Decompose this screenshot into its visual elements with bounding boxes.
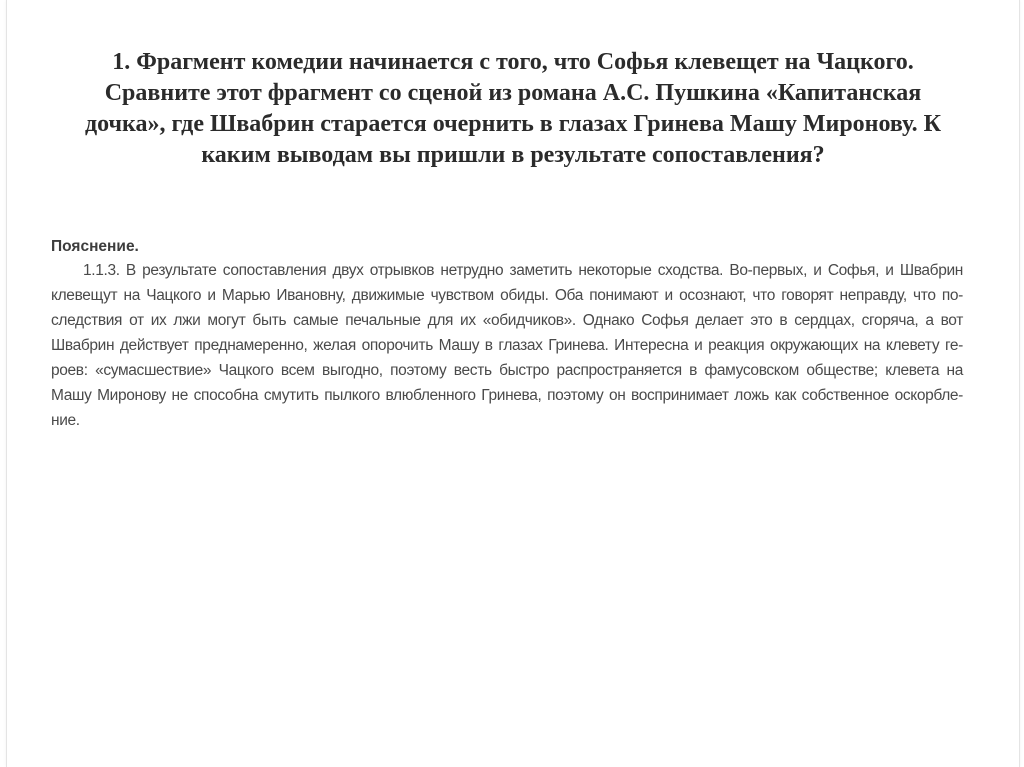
question-line: Сравните этот фрагмент со сценой из романа А.С. Пушкина «Капитанская [104, 80, 922, 106]
explanation-line: Машу Миронову не способна смутить пылкого влюбленного Гринева, поэтому он воспринимает ложь как собственное оскорбле- [51, 387, 963, 404]
explanation-line: ние. [51, 412, 80, 429]
slide [6, 0, 1020, 767]
explanation-body [51, 258, 963, 433]
question-line: 1. Фрагмент комедии начинается с того, что Софья клевещет на Чацкого. [112, 49, 914, 75]
explanation-line: роев: «сумасшествие» Чацкого всем выгодно, поэтому весть быстро распространяется в фамусовском обществе; клевета на [51, 362, 963, 379]
question-text [31, 47, 995, 171]
question-line: дочка», где Швабрин старается очернить в глазах Гринева Машу Миронову. К [84, 111, 942, 137]
explanation-line: клевещут на Чацкого и Марью Ивановну, движимые чувством обиды. Оба понимают и осознают, что говорят неправду, что по- [51, 287, 963, 304]
explanation-line: Швабрин действует преднамеренно, желая опорочить Машу в глазах Гринева. Интересна и реакция окружающих на клевету ге- [51, 337, 963, 354]
explanation-heading: Пояснение. [51, 238, 139, 255]
explanation-line: следствия от их лжи могут быть самые печальные для их «обидчиков». Однако Софья делает это в сердцах, сгоряча, а вот [51, 312, 963, 329]
explanation-block [51, 236, 963, 433]
question-line: каким выводам вы пришли в результате сопоставления? [201, 142, 825, 168]
explanation-line: 1.1.3. В результате сопоставления двух отрывков нетрудно заметить некоторые сходства. Во-первых, и Софья, и Швабрин [83, 262, 963, 279]
